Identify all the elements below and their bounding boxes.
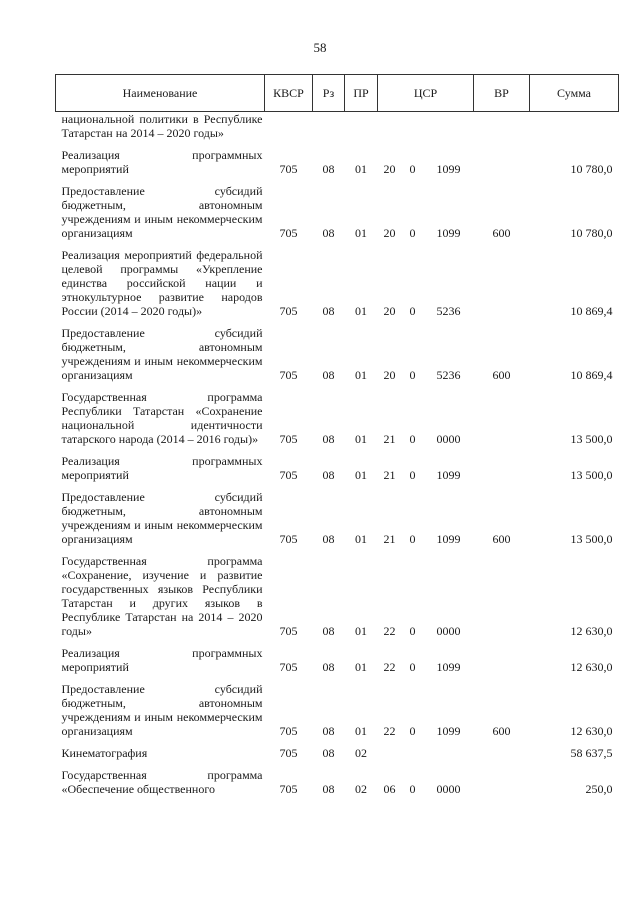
cell-csr2: 0 bbox=[409, 432, 416, 446]
cell-kvsr: 705 bbox=[279, 532, 298, 546]
cell-csr3: 1099 bbox=[436, 660, 461, 674]
cell-sum: 13 500,0 bbox=[570, 468, 613, 482]
cell-csr3: 1099 bbox=[436, 162, 461, 176]
page-number: 58 bbox=[313, 40, 327, 55]
cell-vr: 600 bbox=[492, 368, 511, 382]
cell-vr bbox=[474, 390, 530, 454]
cell-vr: 600 bbox=[492, 226, 511, 240]
cell-csr3: 0000 bbox=[436, 624, 461, 638]
cell-rz: 08 bbox=[322, 624, 335, 638]
cell-name: Предоставление субсидий бюджетным, автономным учреждениям и иным некоммерческим организациям bbox=[61, 184, 263, 240]
cell-pr: 01 bbox=[355, 304, 367, 318]
cell-rz: 08 bbox=[322, 724, 335, 738]
header-csr: ЦСР bbox=[378, 75, 474, 112]
cell-kvsr: 705 bbox=[279, 782, 298, 796]
cell-pr: 01 bbox=[355, 226, 367, 240]
cell-csr1: 20 bbox=[383, 368, 396, 382]
cell-kvsr: 705 bbox=[279, 724, 298, 738]
cell-kvsr: 705 bbox=[279, 226, 298, 240]
cell-rz: 08 bbox=[322, 226, 335, 240]
cell-name: национальной политики в Республике Татарстан на 2014 – 2020 годы» bbox=[61, 112, 263, 140]
cell-kvsr: 705 bbox=[279, 304, 298, 318]
cell-kvsr bbox=[265, 112, 313, 149]
cell-rz: 08 bbox=[322, 432, 335, 446]
cell-csr1: 20 bbox=[383, 304, 396, 318]
header-name: Наименование bbox=[56, 75, 265, 112]
cell-name: Кинематография bbox=[61, 746, 148, 760]
cell-name: Предоставление субсидий бюджетным, автономным учреждениям и иным некоммерческим организациям bbox=[61, 682, 263, 738]
cell-csr2: 0 bbox=[409, 162, 416, 176]
cell-csr2: 0 bbox=[409, 660, 416, 674]
cell-sum: 58 637,5 bbox=[570, 746, 613, 760]
cell-csr2: 0 bbox=[409, 782, 416, 796]
cell-sum: 10 869,4 bbox=[570, 368, 613, 382]
cell-sum: 12 630,0 bbox=[570, 724, 613, 738]
cell-csr2: 0 bbox=[409, 304, 416, 318]
cell-rz: 08 bbox=[322, 782, 335, 796]
cell-rz bbox=[313, 112, 345, 149]
cell-rz: 08 bbox=[322, 468, 335, 482]
cell-name: Государственная программа «Обеспечение общественного bbox=[61, 768, 263, 796]
cell-rz: 08 bbox=[322, 368, 335, 382]
table-row bbox=[56, 148, 619, 184]
header-vr: ВР bbox=[474, 75, 530, 112]
table-row bbox=[56, 646, 619, 682]
cell-pr: 01 bbox=[355, 368, 367, 382]
cell-csr2: 0 bbox=[409, 368, 416, 382]
cell-kvsr: 705 bbox=[279, 432, 298, 446]
cell-vr bbox=[474, 112, 530, 149]
table-header bbox=[56, 75, 619, 112]
cell-csr1: 20 bbox=[383, 162, 396, 176]
cell-kvsr: 705 bbox=[279, 746, 298, 760]
cell-pr: 01 bbox=[355, 660, 367, 674]
cell-name: Реализация программных мероприятий bbox=[61, 646, 263, 674]
table-row bbox=[56, 554, 619, 646]
cell-pr: 01 bbox=[355, 624, 367, 638]
cell-csr1: 06 bbox=[383, 782, 396, 796]
cell-csr2 bbox=[402, 746, 424, 768]
cell-csr2: 0 bbox=[409, 624, 416, 638]
cell-sum: 10 780,0 bbox=[570, 226, 613, 240]
header-sum: Сумма bbox=[530, 75, 619, 112]
cell-csr1 bbox=[378, 746, 402, 768]
cell-pr: 01 bbox=[355, 532, 367, 546]
cell-sum: 13 500,0 bbox=[570, 432, 613, 446]
cell-csr3: 1099 bbox=[436, 532, 461, 546]
cell-pr: 01 bbox=[355, 432, 367, 446]
table-body bbox=[56, 112, 619, 805]
cell-name: Реализация программных мероприятий bbox=[61, 148, 263, 176]
cell-csr2: 0 bbox=[409, 532, 416, 546]
budget-table bbox=[55, 74, 619, 804]
cell-pr: 02 bbox=[355, 746, 367, 760]
table-row bbox=[56, 248, 619, 326]
cell-kvsr: 705 bbox=[279, 660, 298, 674]
cell-vr bbox=[474, 148, 530, 184]
cell-vr bbox=[474, 746, 530, 768]
cell-vr: 600 bbox=[492, 724, 511, 738]
cell-csr3: 5236 bbox=[436, 368, 461, 382]
cell-csr1: 21 bbox=[383, 532, 396, 546]
header-kvsr: КВСР bbox=[265, 75, 313, 112]
cell-pr: 01 bbox=[355, 724, 367, 738]
cell-csr3: 1099 bbox=[436, 724, 461, 738]
cell-csr2: 0 bbox=[409, 468, 416, 482]
header-pr: ПР bbox=[345, 75, 378, 112]
cell-vr bbox=[474, 768, 530, 804]
table-row bbox=[56, 490, 619, 554]
cell-csr3: 5236 bbox=[436, 304, 461, 318]
cell-kvsr: 705 bbox=[279, 624, 298, 638]
cell-sum: 12 630,0 bbox=[570, 660, 613, 674]
table-row bbox=[56, 682, 619, 746]
cell-sum: 10 869,4 bbox=[570, 304, 613, 318]
cell-name: Предоставление субсидий бюджетным, автономным учреждениям и иным некоммерческим организациям bbox=[61, 326, 263, 382]
cell-vr bbox=[474, 646, 530, 682]
cell-csr1: 20 bbox=[383, 226, 396, 240]
cell-csr3: 1099 bbox=[436, 226, 461, 240]
cell-sum bbox=[530, 112, 619, 149]
cell-name: Государственная программа «Сохранение, изучение и развитие государственных языков Республики Татарстан и других языков в Республике Татарстан на 2014 – 2020 годы» bbox=[61, 554, 263, 638]
cell-csr3 bbox=[424, 112, 474, 149]
cell-name: Предоставление субсидий бюджетным, автономным учреждениям и иным некоммерческим организациям bbox=[61, 490, 263, 546]
table-row bbox=[56, 390, 619, 454]
cell-rz: 08 bbox=[322, 304, 335, 318]
cell-csr3 bbox=[424, 746, 474, 768]
cell-csr1: 22 bbox=[383, 724, 396, 738]
table-row bbox=[56, 326, 619, 390]
cell-kvsr: 705 bbox=[279, 468, 298, 482]
cell-name: Реализация программных мероприятий bbox=[61, 454, 263, 482]
cell-rz: 08 bbox=[322, 162, 335, 176]
cell-csr3: 0000 bbox=[436, 432, 461, 446]
table-row bbox=[56, 746, 619, 768]
cell-csr3: 0000 bbox=[436, 782, 461, 796]
cell-name: Государственная программа Республики Татарстан «Сохранение национальной идентичности татарского народа (2014 – 2016 годы)» bbox=[61, 390, 263, 446]
table-row bbox=[56, 454, 619, 490]
cell-vr bbox=[474, 454, 530, 490]
cell-pr: 01 bbox=[355, 468, 367, 482]
cell-sum: 250,0 bbox=[585, 782, 613, 796]
cell-vr bbox=[474, 248, 530, 326]
table-row bbox=[56, 768, 619, 804]
cell-csr1: 21 bbox=[383, 468, 396, 482]
header-rz: Рз bbox=[313, 75, 345, 112]
cell-pr bbox=[345, 112, 378, 149]
cell-pr: 01 bbox=[355, 162, 367, 176]
cell-rz: 08 bbox=[322, 660, 335, 674]
cell-csr1: 22 bbox=[383, 660, 396, 674]
cell-csr1: 22 bbox=[383, 624, 396, 638]
cell-csr3: 1099 bbox=[436, 468, 461, 482]
cell-rz: 08 bbox=[322, 746, 335, 760]
cell-kvsr: 705 bbox=[279, 368, 298, 382]
cell-csr1 bbox=[378, 112, 402, 149]
cell-vr: 600 bbox=[492, 532, 511, 546]
cell-csr2: 0 bbox=[409, 226, 416, 240]
cell-kvsr: 705 bbox=[279, 162, 298, 176]
cell-name: Реализация мероприятий федеральной целевой программы «Укрепление единства российской нации и этнокультурное развитие народов России (2014 – 2020 годы)» bbox=[61, 248, 263, 318]
cell-sum: 10 780,0 bbox=[570, 162, 613, 176]
cell-csr2 bbox=[402, 112, 424, 149]
cell-pr: 02 bbox=[355, 782, 367, 796]
cell-csr1: 21 bbox=[383, 432, 396, 446]
cell-sum: 13 500,0 bbox=[570, 532, 613, 546]
cell-rz: 08 bbox=[322, 532, 335, 546]
cell-sum: 12 630,0 bbox=[570, 624, 613, 638]
table-row bbox=[56, 184, 619, 248]
table-row bbox=[56, 112, 619, 149]
cell-csr2: 0 bbox=[409, 724, 416, 738]
cell-vr bbox=[474, 554, 530, 646]
